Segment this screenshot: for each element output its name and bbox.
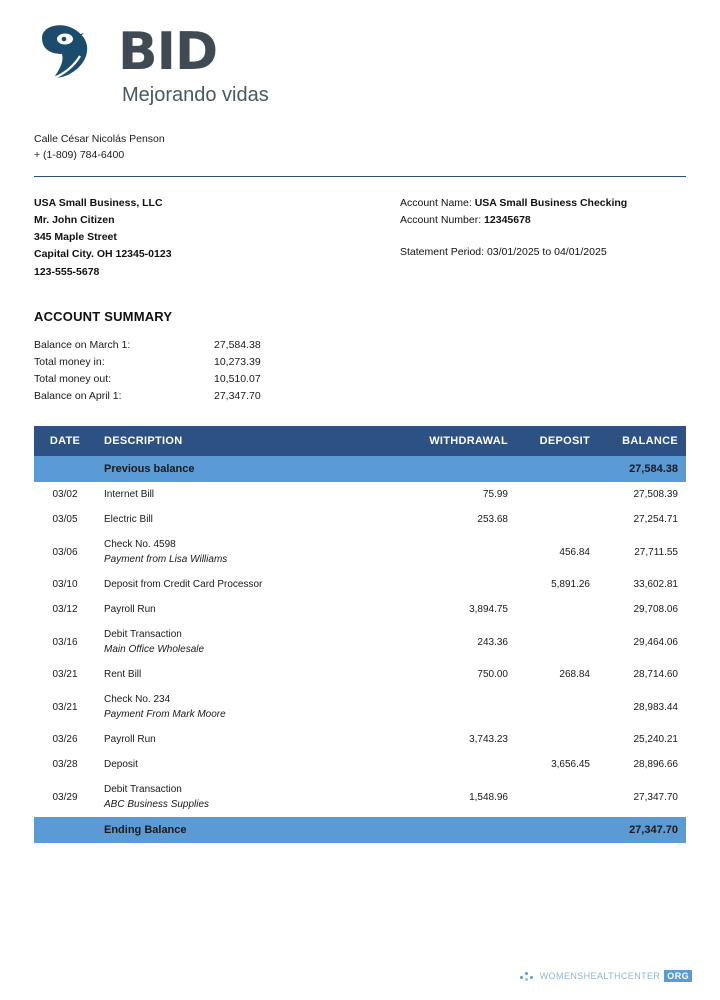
row-description-main: Check No. 234 [104, 694, 171, 706]
customer-name: Mr. John Citizen [34, 213, 115, 226]
header-divider [34, 176, 686, 177]
row-deposit [516, 597, 598, 622]
watermark-badge: ORG [664, 970, 692, 982]
row-description-main: Payroll Run [104, 734, 156, 746]
row-date: 03/10 [52, 579, 78, 591]
table-row [34, 687, 686, 727]
row-description-main: Electric Bill [104, 514, 153, 526]
ending-balance-spacer [34, 817, 96, 843]
header-balance: BALANCE [598, 426, 686, 456]
account-details-block [386, 195, 686, 282]
row-balance: 28,714.60 [633, 669, 678, 681]
row-balance: 27,508.39 [633, 489, 678, 501]
row-description [96, 752, 420, 777]
summary-label: Balance on March 1: [34, 338, 131, 351]
row-date: 03/28 [52, 759, 78, 771]
summary-row [34, 370, 344, 387]
dots-decoration-icon [520, 971, 536, 981]
row-deposit [516, 687, 598, 727]
transactions-table [34, 426, 686, 843]
row-withdrawal [420, 687, 516, 727]
row-description-sub: Payment from Lisa Williams [104, 554, 228, 566]
transactions-header [34, 426, 686, 456]
row-balance: 29,708.06 [633, 604, 678, 616]
row-description [96, 777, 420, 817]
row-description [96, 622, 420, 662]
account-name-label: Account Name: [400, 196, 472, 209]
brand-tagline: Mejorando vidas [122, 84, 269, 106]
account-number-value: 12345678 [484, 214, 531, 227]
ending-balance-withdrawal [420, 817, 516, 843]
summary-label: Total money in: [34, 355, 105, 368]
bank-address: Calle César Nicolás Penson [34, 133, 165, 145]
row-description-main: Deposit from Credit Card Processor [104, 579, 263, 591]
row-deposit: 3,656.45 [551, 759, 590, 771]
row-date: 03/26 [52, 734, 78, 746]
row-withdrawal: 1,548.96 [469, 791, 508, 803]
row-description-main: Check No. 4598 [104, 539, 176, 551]
summary-label: Total money out: [34, 372, 112, 385]
row-description [96, 662, 420, 687]
row-withdrawal [420, 532, 516, 572]
row-description [96, 727, 420, 752]
row-deposit [516, 482, 598, 507]
account-name-row [400, 195, 686, 213]
account-summary-table [34, 336, 344, 404]
brand-name: BID [118, 22, 218, 83]
summary-row [34, 353, 344, 370]
row-description [96, 572, 420, 597]
customer-company: USA Small Business, LLC [34, 196, 163, 209]
previous-balance-deposit [516, 456, 598, 482]
previous-balance-withdrawal [420, 456, 516, 482]
row-description-main: Internet Bill [104, 489, 155, 501]
summary-amount: 10,273.39 [214, 355, 261, 368]
footer-watermark [520, 970, 692, 982]
table-row [34, 622, 686, 662]
row-description-sub: Main Office Wholesale [104, 644, 205, 656]
row-deposit [516, 507, 598, 532]
transactions-section [34, 426, 686, 843]
ending-balance-label: Ending Balance [96, 817, 420, 843]
summary-amount: 10,510.07 [214, 372, 261, 385]
row-date: 03/29 [52, 791, 78, 803]
bank-phone: + (1-809) 784-6400 [34, 149, 125, 162]
row-balance: 28,896.66 [633, 759, 678, 771]
account-name-value: USA Small Business Checking [474, 196, 628, 209]
table-row [34, 532, 686, 572]
row-balance: 28,983.44 [633, 701, 678, 713]
brand-logo [34, 22, 686, 84]
row-description-sub: ABC Business Supplies [104, 799, 210, 811]
table-row [34, 662, 686, 687]
ending-balance-deposit [516, 817, 598, 843]
account-number-label: Account Number: [400, 214, 482, 227]
row-balance: 27,711.55 [634, 546, 678, 558]
row-description-main: Payroll Run [104, 604, 156, 616]
row-date: 03/06 [52, 546, 78, 558]
table-row [34, 572, 686, 597]
ending-balance-amount: 27,347.70 [598, 817, 686, 843]
row-deposit [516, 727, 598, 752]
row-withdrawal [420, 752, 516, 777]
row-balance: 27,254.71 [633, 514, 678, 526]
bank-bird-logo-icon [34, 22, 108, 84]
header-date: DATE [34, 426, 96, 456]
row-date: 03/16 [52, 636, 78, 648]
row-description-main: Deposit [104, 759, 138, 771]
header-description: DESCRIPTION [96, 426, 420, 456]
previous-balance-spacer [34, 456, 96, 482]
summary-amount: 27,584.38 [214, 338, 261, 351]
previous-balance-amount: 27,584.38 [598, 456, 686, 482]
row-description-main: Rent Bill [104, 669, 142, 681]
row-withdrawal: 75.99 [482, 489, 508, 501]
row-description [96, 532, 420, 572]
statement-period: Statement Period: 03/01/2025 to 04/01/2025 [400, 246, 607, 259]
row-balance: 29,464.06 [633, 636, 678, 648]
document-header [0, 0, 720, 107]
row-description-sub: Payment From Mark Moore [104, 709, 226, 721]
row-balance: 25,240.21 [633, 734, 678, 746]
row-date: 03/05 [52, 514, 78, 526]
row-description [96, 507, 420, 532]
customer-phone: 123-555-5678 [34, 265, 100, 278]
previous-balance-label: Previous balance [96, 456, 420, 482]
table-row [34, 482, 686, 507]
customer-street: 345 Maple Street [34, 231, 117, 244]
table-row [34, 727, 686, 752]
row-description [96, 687, 420, 727]
row-withdrawal [420, 572, 516, 597]
row-deposit [516, 777, 598, 817]
transactions-body [34, 456, 686, 843]
row-deposit [516, 622, 598, 662]
row-deposit: 5,891.26 [551, 579, 590, 591]
header-deposit: DEPOSIT [516, 426, 598, 456]
table-row [34, 752, 686, 777]
table-row [34, 777, 686, 817]
summary-row [34, 336, 344, 353]
bank-contact-block [34, 131, 686, 164]
row-date: 03/02 [52, 489, 78, 501]
row-withdrawal: 750.00 [477, 669, 508, 681]
row-description-main: Debit Transaction [104, 629, 182, 641]
row-date: 03/12 [52, 604, 78, 616]
account-info-row [34, 195, 686, 282]
row-withdrawal: 243.36 [477, 636, 508, 648]
row-withdrawal: 3,894.75 [469, 604, 508, 616]
row-description [96, 482, 420, 507]
row-date: 03/21 [52, 669, 78, 681]
customer-block [34, 195, 172, 282]
row-deposit: 456.84 [559, 546, 590, 558]
table-row [34, 507, 686, 532]
customer-city: Capital City. OH 12345-0123 [34, 248, 172, 261]
table-row [34, 597, 686, 622]
account-number-row [400, 212, 686, 230]
watermark-text: WOMENSHEALTHCENTER [539, 971, 661, 981]
row-description [96, 597, 420, 622]
row-withdrawal: 3,743.23 [469, 734, 508, 746]
summary-row [34, 387, 344, 404]
row-withdrawal: 253.68 [477, 514, 508, 526]
row-balance: 27,347.70 [633, 791, 678, 803]
header-withdrawal: WITHDRAWAL [420, 426, 516, 456]
row-balance: 33,602.81 [633, 579, 678, 591]
summary-amount: 27,347.70 [214, 389, 261, 402]
summary-label: Balance on April 1: [34, 389, 122, 402]
account-summary-title: ACCOUNT SUMMARY [34, 309, 173, 325]
previous-balance-row [34, 456, 686, 482]
row-date: 03/21 [52, 701, 78, 713]
row-deposit: 268.84 [559, 669, 590, 681]
row-description-main: Debit Transaction [104, 784, 182, 796]
ending-balance-row [34, 817, 686, 843]
